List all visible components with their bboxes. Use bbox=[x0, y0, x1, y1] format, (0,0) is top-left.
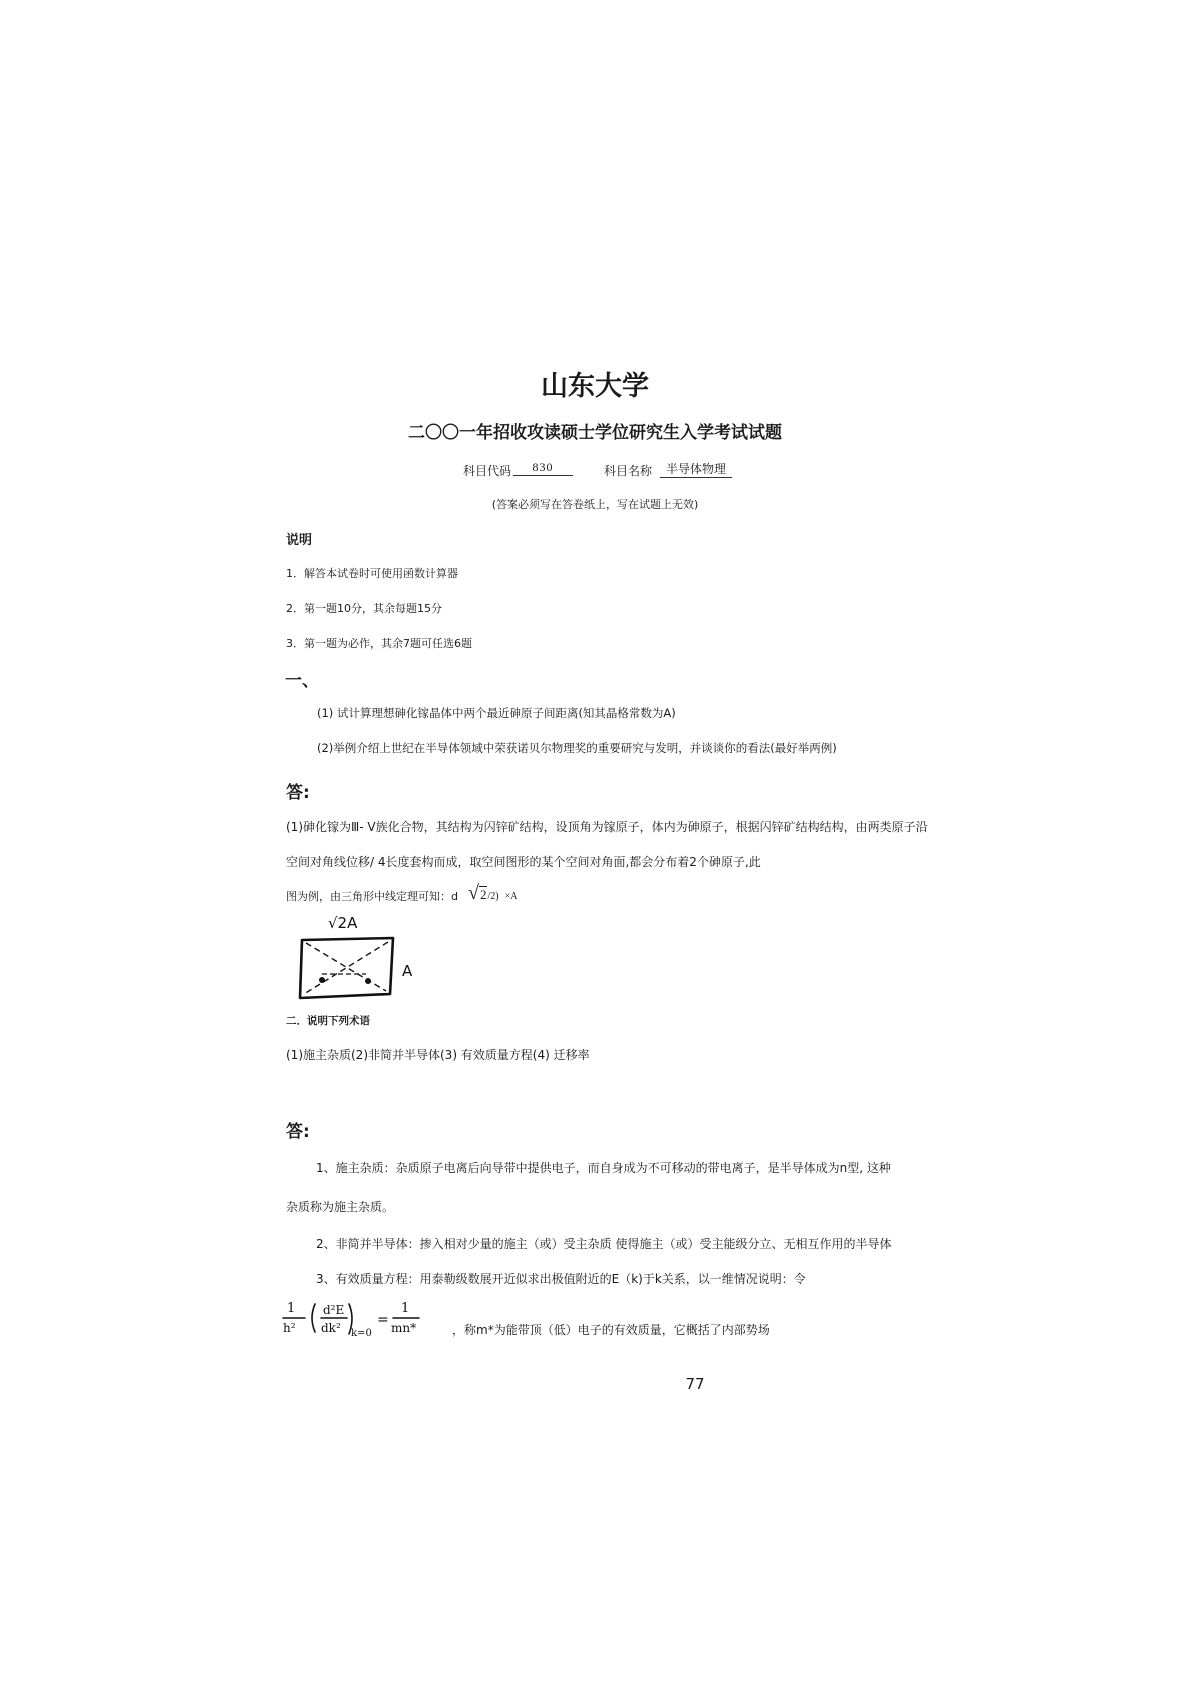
radical-sign-icon: √ bbox=[468, 882, 479, 904]
answer-1-line: (1)砷化镓为Ⅲ- V族化合物，其结构为闪锌矿结构，设顶角为镓原子，体内为砷原子，根据闪锌矿结构结构，由两类原子沿 bbox=[286, 820, 928, 834]
sqrt-tail: /2) bbox=[487, 891, 499, 902]
svg-text:h²: h² bbox=[283, 1321, 296, 1335]
subject-code-value: 830 bbox=[513, 460, 573, 476]
svg-text:d²E: d²E bbox=[323, 1303, 345, 1317]
subject-name-label: 科目名称 bbox=[604, 464, 653, 478]
answer-heading: 答: bbox=[286, 1122, 310, 1142]
diagram-label-side: A bbox=[402, 962, 413, 980]
svg-text:k=0: k=0 bbox=[351, 1328, 372, 1339]
subject-name-value: 半导体物理 bbox=[660, 460, 732, 478]
effective-mass-formula bbox=[281, 1294, 449, 1342]
answer-1-line: 图为例，由三角形中线定理可知：d bbox=[286, 890, 458, 903]
svg-text:1: 1 bbox=[401, 1301, 410, 1316]
question-1-2: (2)举例介绍上世纪在半导体领域中荣获诺贝尔物理奖的重要研究与发明，并谈谈你的看法(最好举两例) bbox=[317, 741, 837, 755]
subject-code-label: 科目代码 bbox=[463, 464, 512, 478]
instructions-heading: 说明 bbox=[286, 533, 313, 548]
svg-text:=: = bbox=[377, 1312, 389, 1328]
instruction-item: 3．第一题为必作，其余7题可任选6题 bbox=[286, 637, 472, 650]
svg-text:mn*: mn* bbox=[391, 1321, 417, 1335]
diagram-diagonal bbox=[306, 943, 386, 991]
terms-list: (1)施主杂质(2)非简并半导体(3) 有效质量方程(4) 迁移率 bbox=[286, 1048, 590, 1062]
answer-2-line: 1、施主杂质：杂质原子电离后向导带中提供电子，而自身成为不可移动的带电离子，是半导体成为n型, 这种 bbox=[316, 1161, 891, 1175]
diagram-atom-dot bbox=[365, 978, 371, 984]
university-name: 山东大学 bbox=[541, 371, 649, 402]
answer-notice: (答案必须写在答卷纸上，写在试题上无效) bbox=[491, 498, 699, 511]
instruction-item: 2．第一题10分，其余每题15分 bbox=[286, 602, 442, 615]
answer-2-line: ，称m*为能带顶（低）电子的有效质量，它概括了内部势场 bbox=[452, 1323, 770, 1337]
answer-heading: 答: bbox=[286, 783, 310, 803]
page-number: 77 bbox=[685, 1375, 705, 1393]
diagram-atom-dot bbox=[319, 977, 325, 983]
answer-2-line: 3、有效质量方程：用泰勒级数展开近似求出极值附近的E（k)于k关系，以一维情况说明：令 bbox=[316, 1272, 806, 1286]
section-one-heading: 一、 bbox=[285, 671, 319, 691]
diagram-label-top: √2A bbox=[328, 914, 358, 932]
section-two-heading: 二．说明下列术语 bbox=[286, 1015, 370, 1027]
answer-2-line: 2、非简并半导体：掺入相对少量的施主（或）受主杂质 使得施主（或）受主能级分立、无相互作用的半导体 bbox=[316, 1237, 892, 1251]
sqrt-multiplier: ×A bbox=[504, 891, 518, 902]
svg-text:1: 1 bbox=[287, 1301, 296, 1316]
question-1-1: (1) 试计算理想砷化镓晶体中两个最近砷原子间距离(知其晶格常数为A) bbox=[317, 706, 676, 720]
svg-text:dk²: dk² bbox=[321, 1321, 341, 1335]
answer-2-line: 杂质称为施主杂质。 bbox=[286, 1200, 395, 1214]
sqrt-radicand: 2 bbox=[479, 887, 487, 902]
sqrt-expression bbox=[468, 882, 517, 905]
instruction-item: 1．解答本试卷时可使用函数计算器 bbox=[286, 567, 458, 580]
answer-1-line: 空间对角线位移/ 4长度套构而成，取空间图形的某个空间对角面,都会分布着2个砷原子,此 bbox=[286, 855, 761, 869]
exam-title: 二〇〇一年招收攻读硕士学位研究生入学考试试题 bbox=[408, 423, 782, 443]
diagonal-plane-diagram bbox=[298, 912, 434, 1002]
